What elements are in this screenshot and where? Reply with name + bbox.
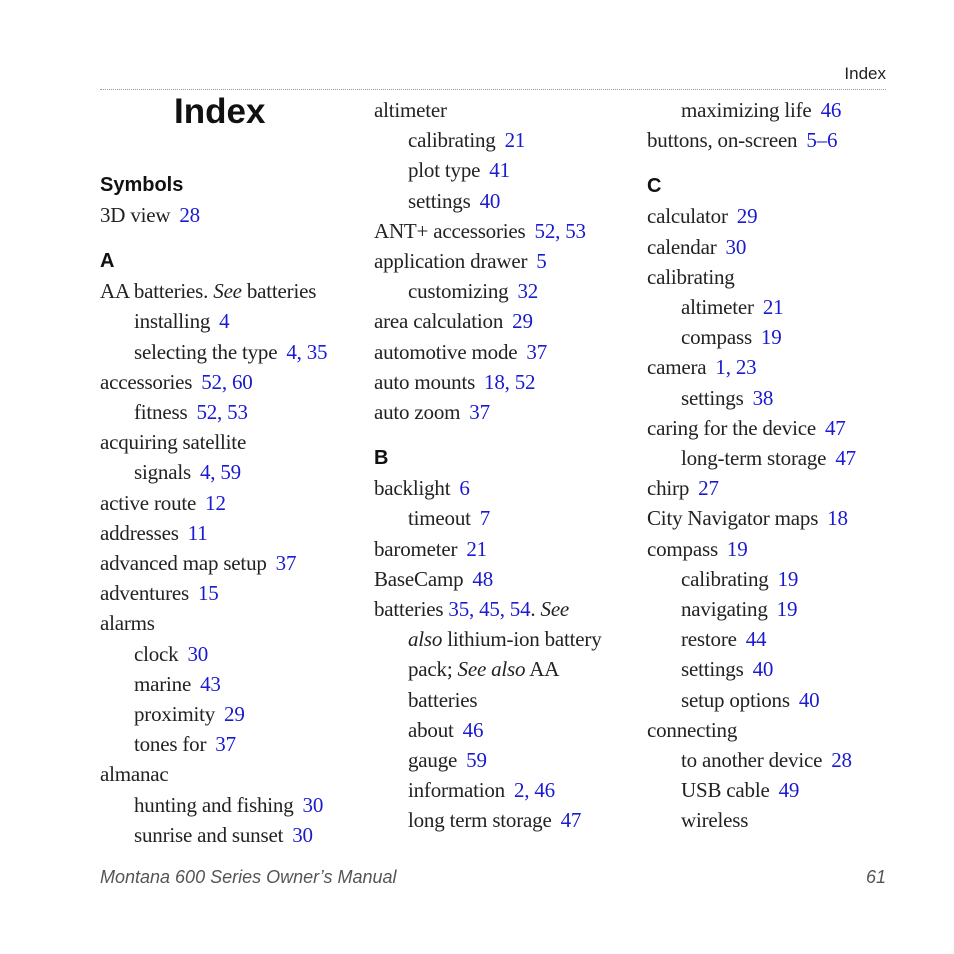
page-link[interactable]: 12 — [205, 490, 226, 515]
entry-term: marine — [134, 671, 192, 696]
index-letter-heading — [100, 170, 183, 200]
entry-term: area calculation — [374, 309, 504, 334]
page-link[interactable]: 30 — [725, 234, 747, 259]
entry-term: selecting the type — [134, 339, 278, 364]
entry-term: restore — [681, 627, 737, 652]
entry-text-part: AA — [525, 657, 560, 682]
index-entry — [374, 564, 493, 594]
page-link[interactable]: 40 — [479, 188, 501, 213]
index-letter-heading — [374, 443, 388, 473]
entry-term: calibrating — [408, 128, 496, 153]
page-link[interactable]: 11 — [187, 520, 208, 545]
page-link[interactable]: 29 — [512, 309, 533, 334]
page-link[interactable]: 37 — [215, 732, 236, 757]
index-subentry — [408, 276, 538, 306]
page-link[interactable]: 47 — [560, 808, 582, 833]
index-subentry — [681, 685, 819, 715]
entry-term: acquiring satellite — [100, 430, 247, 455]
page-link[interactable]: 1, 23 — [715, 355, 757, 380]
index-subentry — [681, 654, 773, 684]
entry-term: proximity — [134, 702, 216, 726]
index-subentry — [408, 775, 555, 805]
entry-term: alarms — [100, 611, 155, 636]
page-link[interactable]: 37 — [469, 400, 490, 424]
index-subentry — [134, 729, 236, 759]
entry-term: auto mounts — [374, 369, 476, 394]
entry-term: almanac — [100, 762, 169, 787]
page-link[interactable]: 41 — [489, 158, 510, 183]
page-link[interactable]: 21 — [504, 128, 526, 153]
entry-term: buttons, on-screen — [647, 128, 798, 153]
entry-term: accessories — [100, 369, 193, 394]
index-subentry — [408, 745, 487, 775]
page-title: Index — [174, 92, 266, 131]
index-letter-heading — [647, 171, 661, 201]
index-subentry — [134, 337, 327, 367]
index-subentry — [681, 624, 766, 654]
index-entry — [374, 337, 547, 367]
page-link[interactable]: 35, 45, 54 — [448, 597, 531, 621]
entry-term: camera — [647, 355, 707, 380]
entry-term: timeout — [408, 506, 471, 531]
page-link[interactable]: 19 — [776, 597, 798, 621]
index-entry — [374, 397, 490, 427]
index-subentry — [681, 745, 852, 775]
heading-text: Symbols — [100, 174, 184, 196]
entry-term: installing — [134, 309, 211, 334]
index-subentry — [681, 95, 841, 125]
entry-term: settings — [681, 657, 744, 682]
index-subentry — [681, 292, 783, 322]
entry-term: fitness — [134, 400, 188, 424]
page-link[interactable]: 30 — [292, 822, 313, 847]
entry-term: to another device — [681, 748, 823, 772]
footer-manual-title: Montana 600 Series Owner’s Manual — [100, 867, 397, 887]
entry-text-part: batteries — [241, 279, 317, 304]
index-subentry — [134, 699, 245, 729]
page-link[interactable]: 19 — [760, 325, 782, 350]
entry-term: tones for — [134, 732, 207, 757]
page-link[interactable]: 37 — [275, 551, 297, 575]
entry-text-part: also — [408, 627, 443, 652]
entry-term: calibrating — [647, 264, 735, 289]
entry-term: batteries — [408, 687, 478, 712]
heading-text: A — [100, 250, 115, 273]
index-entry — [100, 367, 253, 397]
index-entry — [100, 759, 169, 789]
page-link[interactable]: 59 — [466, 748, 487, 772]
index-entry — [100, 608, 155, 638]
page-link[interactable]: 5–6 — [806, 128, 838, 153]
entry-term: application drawer — [374, 249, 528, 273]
index-entry — [647, 125, 837, 155]
index-subentry — [408, 654, 559, 684]
index-entry — [374, 534, 487, 564]
entry-term: calibrating — [681, 566, 769, 591]
entry-term: USB cable — [681, 778, 770, 803]
page-link[interactable]: 30 — [302, 792, 324, 817]
page-link[interactable]: 46 — [462, 717, 484, 742]
index-entry — [100, 200, 200, 230]
index-subentry — [681, 805, 748, 835]
index-entry — [647, 262, 735, 292]
entry-term: gauge — [408, 748, 458, 772]
page-link[interactable]: 47 — [824, 415, 846, 440]
page-link[interactable]: 15 — [197, 581, 219, 606]
entry-term: compass — [681, 325, 752, 350]
page-link[interactable]: 43 — [200, 671, 221, 696]
entry-term: caring for the device — [647, 415, 816, 440]
index-subentry — [134, 790, 323, 820]
entry-term: calculator — [647, 204, 728, 229]
page-link[interactable]: 29 — [736, 204, 758, 229]
index-entry — [647, 715, 737, 745]
heading-text: B — [374, 447, 389, 470]
entry-text-part: See also — [457, 657, 526, 682]
index-subentry — [681, 443, 856, 473]
entry-term: plot type — [408, 158, 481, 183]
running-head: Index — [844, 64, 886, 83]
entry-term: maximizing life — [681, 98, 812, 122]
heading-text: C — [647, 175, 662, 198]
page-link[interactable]: 52, 53 — [196, 400, 248, 424]
index-entry — [374, 246, 547, 276]
page-link[interactable]: 44 — [745, 627, 767, 652]
index-entry — [100, 427, 246, 457]
entry-term: active route — [100, 490, 197, 515]
index-entry — [647, 232, 746, 262]
entry-term: long term storage — [408, 808, 552, 833]
index-subentry — [681, 594, 797, 624]
index-subentry — [681, 564, 798, 594]
entry-term: about — [408, 717, 454, 742]
page-link[interactable]: 29 — [224, 702, 245, 726]
index-entry — [647, 503, 848, 533]
page-link[interactable]: 2, 46 — [513, 778, 555, 803]
entry-term: information — [408, 778, 505, 803]
page-link[interactable]: 40 — [752, 657, 774, 682]
entry-text-part: batteries — [374, 597, 449, 621]
entry-term: altimeter — [374, 98, 447, 122]
page-link[interactable]: 18 — [827, 506, 848, 531]
index-subentry — [681, 322, 782, 352]
index-entry — [647, 473, 719, 503]
entry-text-part: AA batteries. — [100, 279, 214, 304]
entry-term: ANT+ accessories — [374, 218, 526, 243]
index-letter-heading — [100, 246, 114, 276]
entry-term: calendar — [647, 234, 717, 259]
index-entry — [374, 594, 569, 624]
page-link[interactable]: 38 — [752, 385, 774, 410]
entry-term: settings — [408, 188, 471, 213]
index-entry — [647, 352, 756, 382]
index-entry — [100, 518, 208, 548]
page-link[interactable]: 21 — [762, 295, 784, 319]
entry-term: addresses — [100, 520, 179, 545]
page-link[interactable]: 28 — [179, 203, 200, 227]
index-subentry — [408, 125, 525, 155]
page-link[interactable]: 47 — [835, 446, 856, 470]
entry-term: compass — [647, 536, 718, 561]
page-link[interactable]: 32 — [517, 279, 539, 304]
index-entry — [647, 201, 757, 231]
entry-term: wireless — [681, 808, 749, 833]
entry-term: customizing — [408, 279, 509, 304]
entry-term: City Navigator maps — [647, 506, 819, 531]
entry-term: backlight — [374, 476, 451, 501]
index-subentry — [408, 715, 483, 745]
entry-term: automotive mode — [374, 339, 518, 364]
page-link[interactable]: 37 — [526, 339, 547, 364]
page-link[interactable]: 48 — [472, 566, 493, 591]
page-link[interactable]: 28 — [831, 748, 852, 772]
page-link[interactable]: 4 — [219, 309, 230, 334]
index-entry — [647, 413, 846, 443]
page-link[interactable]: 27 — [698, 476, 719, 501]
footer-page-number: 61 — [865, 867, 886, 887]
page-link[interactable]: 52, 53 — [534, 218, 586, 243]
index-subentry — [134, 457, 241, 487]
index-subentry — [134, 639, 208, 669]
index-entry — [374, 216, 586, 246]
index-subentry — [134, 820, 313, 850]
entry-text-part: pack; — [408, 657, 458, 682]
entry-term: 3D view — [100, 203, 171, 227]
entry-term: settings — [681, 385, 744, 410]
index-entry — [647, 534, 748, 564]
index-entry — [374, 367, 535, 397]
entry-term: adventures — [100, 581, 189, 606]
page-link[interactable]: 19 — [726, 536, 748, 561]
page-link[interactable]: 46 — [820, 98, 842, 122]
index-subentry — [408, 685, 477, 715]
index-entry — [100, 578, 219, 608]
index-entry — [100, 548, 296, 578]
index-entry — [374, 95, 447, 125]
entry-text-part: lithium-ion battery — [442, 627, 602, 652]
entry-text-part: See — [213, 279, 242, 304]
entry-text-part: See — [540, 597, 570, 621]
index-subentry — [408, 805, 581, 835]
entry-term: long-term storage — [681, 446, 827, 470]
index-subentry — [681, 383, 773, 413]
entry-term: hunting and fishing — [134, 792, 294, 817]
index-entry — [100, 276, 316, 306]
entry-term: clock — [134, 641, 179, 666]
index-subentry — [134, 669, 221, 699]
page-link[interactable]: 49 — [778, 778, 800, 803]
page-link[interactable]: 19 — [777, 566, 799, 591]
index-entry — [100, 488, 226, 518]
page-link[interactable]: 21 — [466, 536, 487, 561]
page-link[interactable]: 52, 60 — [201, 369, 253, 394]
index-subentry — [134, 306, 229, 336]
entry-text-part: . — [530, 597, 541, 621]
index-subentry — [408, 186, 500, 216]
index-subentry — [408, 624, 602, 654]
entry-term: auto zoom — [374, 400, 461, 424]
page-link[interactable]: 7 — [479, 506, 491, 531]
entry-term: barometer — [374, 536, 458, 561]
entry-term: connecting — [647, 717, 738, 742]
index-subentry — [134, 397, 248, 427]
header-divider — [100, 89, 886, 90]
page-link[interactable]: 6 — [459, 476, 470, 501]
page-link[interactable]: 5 — [536, 249, 547, 273]
index-entry — [374, 306, 533, 336]
entry-term: sunrise and sunset — [134, 822, 284, 847]
entry-term: chirp — [647, 476, 690, 501]
page-link[interactable]: 40 — [798, 687, 820, 712]
entry-term: advanced map setup — [100, 551, 267, 575]
page-link[interactable]: 18, 52 — [484, 369, 536, 394]
index-subentry — [681, 775, 799, 805]
entry-term: signals — [134, 460, 191, 485]
entry-term: setup options — [681, 687, 790, 712]
page-link[interactable]: 4, 59 — [199, 460, 241, 485]
entry-term: BaseCamp — [374, 566, 464, 591]
page-link[interactable]: 30 — [187, 641, 209, 666]
index-entry — [374, 473, 470, 503]
page-link[interactable]: 4, 35 — [286, 339, 328, 364]
index-subentry — [408, 503, 490, 533]
entry-term: altimeter — [681, 295, 754, 319]
entry-term: navigating — [681, 597, 768, 621]
index-subentry — [408, 155, 510, 185]
